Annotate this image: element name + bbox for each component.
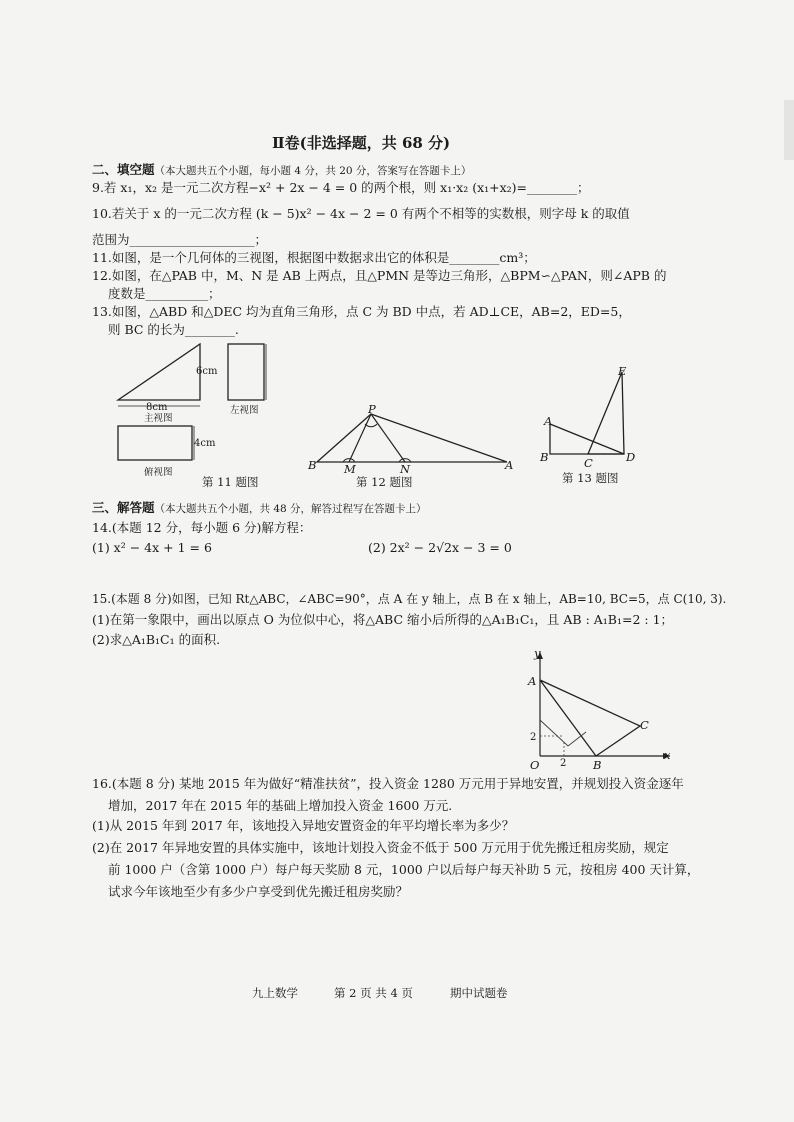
fig11-dim-8cm: 8cm: [146, 402, 168, 413]
fig12-label-n: N: [400, 462, 411, 476]
triangle-pab: [317, 414, 507, 462]
question-15-part1: (1)在第一象限中，画出以原点 O 为位似中心，将△ABC 缩小后所得的△A₁B₁C₁，且 AB : A₁B₁=2 : 1；: [92, 612, 674, 627]
question-9: 9.若 x₁，x₂ 是一元二次方程−x² + 2x − 4 = 0 的两个根，则 x₁·x₂ (x₁+x₂)=________；: [92, 180, 590, 195]
fig15-label-c: C: [640, 718, 649, 732]
section2-note: （本大题共五个小题，每小题 4 分，共 20 分，答案写在答题卡上）: [154, 165, 472, 177]
section3-heading-row: [92, 500, 427, 517]
question-14-stem: 14.(本题 12 分，每小题 6 分)解方程：: [92, 520, 312, 535]
section3-note: （本大题共五个小题，共 48 分，解答过程写在答题卡上）: [154, 503, 427, 515]
footer-page-number: 第 2 页 共 4 页: [334, 986, 413, 1000]
question-12-line2: 度数是__________；: [108, 286, 221, 301]
segment-pn: [371, 414, 405, 462]
fig13-label-a: A: [544, 414, 553, 428]
segment-pm: [349, 414, 371, 462]
fig15-label-x: x: [664, 748, 671, 762]
question-16-part1: (1)从 2015 年到 2017 年，该地投入异地安置资金的年平均增长率为多少？: [92, 818, 515, 833]
fig11-front-view-label: 主视图: [144, 413, 173, 424]
question-14-part1: (1) x² − 4x + 1 = 6: [92, 540, 212, 555]
fig15-label-b: B: [593, 758, 602, 772]
question-15-stem: 15.(本题 8 分)如图，已知 Rt△ABC，∠ABC=90°，点 A 在 y 轴上，点 B 在 x 轴上，AB=10, BC=5，点 C(10, 3).: [92, 592, 727, 606]
triangle-abd: [550, 424, 624, 454]
top-view-rect: [118, 426, 192, 460]
fig11-top-view-label: 俯视图: [144, 467, 173, 478]
scan-edge: [784, 100, 794, 160]
fig12-label-p: P: [368, 402, 376, 416]
section2-heading: 二、填空题: [92, 162, 155, 177]
figure-12: [305, 400, 517, 472]
fig11-left-view-label: 左视图: [230, 405, 259, 416]
section3-heading: 三、解答题: [92, 500, 155, 515]
triangle-abc: [540, 680, 640, 756]
question-16-line1: 16.(本题 8 分) 某地 2015 年为做好“精准扶贫”，投入资金 1280 万元用于异地安置，并规划投入资金逐年: [92, 776, 684, 791]
question-14-part2: (2) 2x² − 2√2x − 3 = 0: [368, 540, 512, 555]
question-12-line1: 12.如图，在△PAB 中，M、N 是 AB 上两点，且△PMN 是等边三角形，△BPM∽△PAN，则∠APB 的: [92, 268, 667, 283]
question-10-line1: 10.若关于 x 的一元二次方程 (k − 5)x² − 4x − 2 = 0 有两个不相等的实数根，则字母 k 的取值: [92, 206, 630, 221]
question-13-line2: 则 BC 的长为________.: [108, 322, 239, 337]
question-16-part2-line2: 前 1000 户（含第 1000 户）每户每天奖励 8 元，1000 户以后每户每天补助 5 元，按租房 400 天计算，: [108, 862, 700, 877]
fig12-label-a: A: [505, 458, 514, 472]
fig13-label-e: E: [618, 364, 627, 378]
fig15-label-y: y: [534, 646, 541, 660]
fig15-tick-y2: 2: [530, 732, 537, 743]
fig15-label-a: A: [528, 674, 537, 688]
footer-exam-name: 期中试题卷: [450, 986, 508, 1000]
fig11-caption: 第 11 题图: [202, 475, 259, 489]
question-11: 11.如图，是一个几何体的三视图，根据图中数据求出它的体积是________cm³；: [92, 250, 536, 265]
fig15-tick-x2: 2: [560, 758, 567, 769]
fig13-label-c: C: [584, 456, 593, 470]
question-10-line2: 范围为____________________；: [92, 232, 268, 247]
left-view-rect: [228, 344, 264, 400]
fig11-dim-6cm: 6cm: [196, 366, 218, 377]
fig12-caption: 第 12 题图: [356, 475, 413, 489]
question-13-line1: 13.如图，△ABD 和△DEC 均为直角三角形，点 C 为 BD 中点，若 AD⊥CE，AB=2，ED=5，: [92, 304, 631, 319]
fig13-label-b: B: [540, 450, 549, 464]
fig12-label-m: M: [344, 462, 356, 476]
fig13-caption: 第 13 题图: [562, 471, 619, 485]
fig15-label-o: O: [530, 758, 540, 772]
triangle-dec: [588, 372, 624, 454]
question-16-line2: 增加，2017 年在 2015 年的基础上增加投入资金 1600 万元.: [108, 798, 453, 813]
question-15-part2: (2)求△A₁B₁C₁ 的面积.: [92, 632, 221, 647]
footer-subject: 九上数学: [252, 986, 298, 1000]
fig11-dim-4cm: 4cm: [194, 438, 216, 449]
front-view-triangle: [118, 344, 200, 400]
page-title: Ⅱ卷(非选择题，共 68 分): [272, 134, 451, 152]
fig13-label-d: D: [626, 450, 636, 464]
question-16-part2-line3: 试求今年该地至少有多少户享受到优先搬迁租房奖励？: [108, 884, 409, 899]
section2-heading-row: [92, 162, 471, 179]
figure-15: [524, 646, 674, 772]
question-16-part2-line1: (2)在 2017 年异地安置的具体实施中，该地计划投入资金不低于 500 万元用于优先搬迁租房奖励，规定: [92, 840, 669, 855]
fig12-label-b: B: [308, 458, 317, 472]
